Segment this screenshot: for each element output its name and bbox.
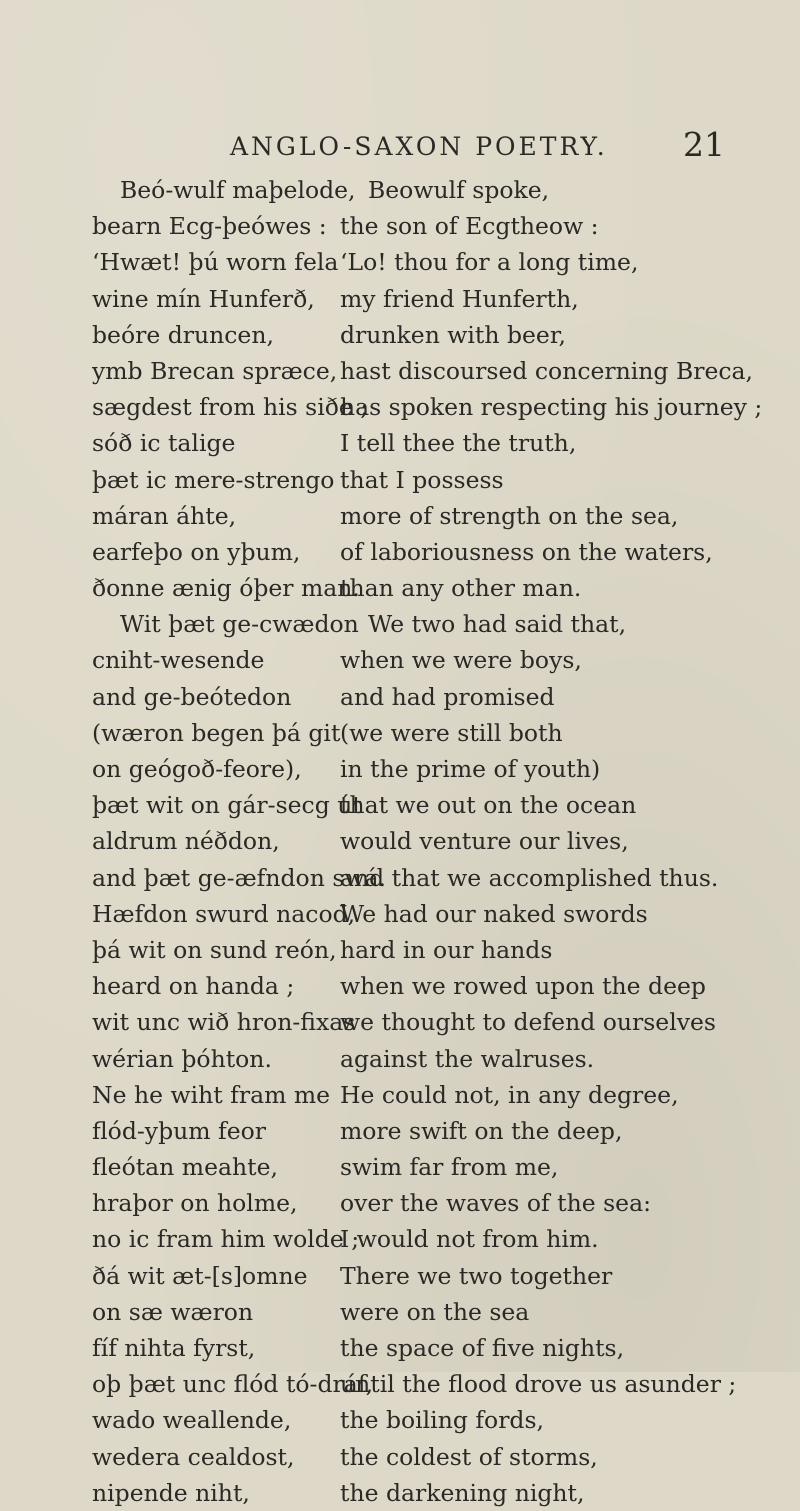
translation-line: and that we accomplished thus. (340, 863, 719, 892)
old-english-line: fleótan meahte, (92, 1153, 278, 1182)
translation-line: the coldest of storms, (340, 1442, 598, 1471)
translation-line: that we out on the ocean (340, 791, 637, 820)
translation-line: of laboriousness on the waters, (340, 537, 713, 566)
translation-line: than any other man. (340, 574, 582, 603)
translation-line: more of strength on the sea, (340, 501, 679, 530)
running-title: ANGLO-SAXON POETRY. (230, 132, 608, 161)
old-english-line: no ic fram him wolde ; (92, 1225, 360, 1254)
page-number: 21 (683, 125, 725, 164)
old-english-line: Hæfdon swurd nacod, (92, 899, 356, 928)
translation-line: hard in our hands (340, 935, 553, 964)
old-english-line: on geógoð-feore), (92, 755, 302, 783)
old-english-line: and ge-beótedon (92, 682, 292, 711)
old-english-line: bearn Ecg-þeówes : (92, 212, 327, 241)
translation-line: There we two together (340, 1261, 613, 1290)
translation-line: were on the sea (340, 1297, 530, 1326)
old-english-line: ymb Brecan spræce, (92, 356, 338, 385)
translation-line: Beowulf spoke, (368, 176, 550, 204)
translation-line: against the walruses. (340, 1044, 595, 1073)
old-english-line: þæt ic mere-strengo (92, 465, 335, 494)
translation-column (340, 172, 780, 1511)
old-english-line: ðá wit æt-[s]omne (92, 1261, 308, 1290)
old-english-line: wado weallende, (92, 1406, 292, 1435)
translation-line: would venture our lives, (340, 827, 629, 856)
translation-line: when we were boys, (340, 646, 582, 675)
translation-line: He could not, in any degree, (340, 1080, 679, 1109)
old-english-line: hraþor on holme, (92, 1189, 298, 1218)
translation-line: the space of five nights, (340, 1334, 625, 1362)
old-english-line: Ne he wiht fram me (92, 1080, 331, 1109)
translation-line: my friend Hunferth, (340, 284, 579, 313)
translation-line: swim far from me, (340, 1153, 559, 1182)
translation-line: I would not from him. (340, 1225, 599, 1254)
old-english-line: beóre druncen, (92, 320, 274, 349)
translation-line: drunken with beer, (340, 320, 566, 349)
old-english-line: flód-yþum feor (92, 1116, 267, 1145)
translation-line: the darkening night, (340, 1478, 585, 1507)
translation-line: has spoken respecting his journey ; (340, 393, 763, 422)
old-english-line: Beó-wulf maþelode, (120, 176, 356, 204)
translation-line: until the flood drove us asunder ; (340, 1370, 737, 1399)
old-english-line: sægdest from his siðe ; (92, 393, 369, 422)
old-english-line: þæt wit on gár-secg út (92, 791, 362, 820)
translation-line: that I possess (340, 465, 504, 494)
translation-line: We two had said that, (368, 610, 627, 639)
translation-line: over the waves of the sea: (340, 1189, 651, 1218)
old-english-line: wedera cealdost, (92, 1442, 295, 1471)
translation-line: (we were still both (340, 718, 563, 747)
old-english-line: nipende niht, (92, 1478, 250, 1507)
translation-line: the son of Ecgtheow : (340, 212, 599, 241)
old-english-line: Wit þæt ge-cwædon (120, 610, 359, 639)
old-english-line: wit unc wið hron-fixas (92, 1008, 356, 1037)
translation-line: ‘Lo! thou for a long time, (340, 248, 639, 277)
translation-line: in the prime of youth) (340, 755, 601, 783)
translation-line: we thought to defend ourselves (340, 1008, 716, 1037)
old-english-line: heard on handa ; (92, 972, 295, 1001)
old-english-line: cniht-wesende (92, 646, 265, 675)
translation-line: when we rowed upon the deep (340, 972, 706, 1001)
old-english-line: wine mín Hunferð, (92, 284, 315, 313)
translation-line: We had our naked swords (340, 899, 648, 928)
old-english-line: máran áhte, (92, 501, 237, 530)
old-english-line: on sæ wæron (92, 1297, 254, 1326)
old-english-line: oþ þæt unc flód tó-dráf, (92, 1370, 374, 1399)
running-head (0, 125, 800, 172)
translation-line: the boiling fords, (340, 1406, 544, 1435)
translation-line: and had promised (340, 682, 555, 711)
old-english-line: earfeþo on yþum, (92, 537, 301, 566)
old-english-line: wérian þóhton. (92, 1044, 272, 1073)
translation-line: hast discoursed concerning Breca, (340, 356, 753, 385)
old-english-line: fíf nihta fyrst, (92, 1334, 256, 1362)
old-english-line: aldrum néðdon, (92, 827, 280, 856)
old-english-line: ‘Hwæt! þú worn fela (92, 248, 339, 277)
old-english-line: and þæt ge-æfndon swá. (92, 863, 386, 892)
old-english-line: (wæron begen þá git (92, 718, 341, 747)
translation-line: I tell thee the truth, (340, 429, 577, 458)
old-english-line: sóð ic talige (92, 429, 236, 458)
old-english-line: ðonne ænig óþer man. (92, 574, 360, 603)
translation-line: more swift on the deep, (340, 1116, 623, 1145)
old-english-line: þá wit on sund reón, (92, 935, 337, 964)
